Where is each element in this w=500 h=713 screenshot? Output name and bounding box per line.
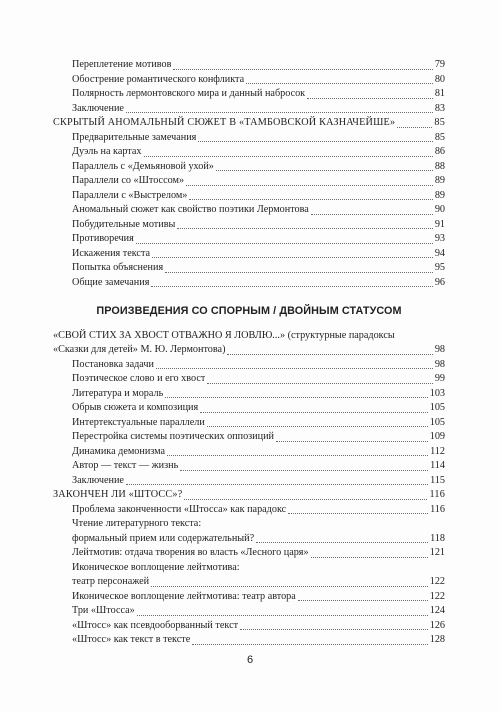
toc-entry[interactable] [53,247,445,262]
toc-entry[interactable] [53,145,445,160]
toc-entry-page: 79 [434,59,445,70]
toc-entry-title: Параллель с «Демьяновой ухой» [72,160,214,172]
dot-leader [137,615,428,616]
dot-leader [184,499,427,500]
toc-entry[interactable] [53,58,445,73]
toc-entry-title: Заключение [72,474,124,486]
toc-entry-title-line[interactable]: Чтение литературного текста: [72,518,202,529]
toc-entry-page: 109 [429,431,445,442]
toc-entry-title: Предварительные замечания [72,131,197,143]
toc-entry[interactable] [53,261,445,276]
toc-entry-page: 89 [434,189,445,201]
toc-entry[interactable] [53,619,445,634]
dot-leader [165,397,427,398]
toc-chapter-title-line[interactable]: «СВОЙ СТИХ ЗА ХВОСТ ОТВАЖНО Я ЛОВЛЮ...» (структурные парадоксы [53,329,395,341]
toc-entry-title: театр персонажей [72,576,150,587]
toc-entry-page: 94 [434,247,445,259]
toc-entry[interactable] [53,575,445,590]
toc-entry-title: Постановка задачи [72,358,154,370]
toc-entry[interactable] [53,87,445,102]
toc-entry-page: 98 [434,358,445,370]
toc-entry-page: 83 [434,102,445,114]
dot-leader [200,412,428,413]
toc-entry-page: 124 [429,605,445,616]
toc-entry-title: Автор — текст — жизнь [72,460,179,471]
toc-entry-page: 122 [429,590,445,602]
toc-entry-title: Параллели со «Штоссом» [72,175,185,186]
toc-entry[interactable] [53,604,445,619]
toc-chapter-entry[interactable] [53,343,445,358]
toc-entry-title: Литература и мораль [72,387,164,399]
section-heading: ПРОИЗВЕДЕНИЯ СО СПОРНЫМ / ДВОЙНЫМ СТАТУСОМ [96,305,402,317]
toc-entry-title: Дуэль на картах [72,146,142,157]
dot-leader [165,272,433,273]
toc-entry-title: Искажения текста [72,247,151,259]
toc-entry[interactable] [53,232,445,247]
toc-entry-page: 80 [434,73,445,85]
dot-leader [207,383,432,384]
toc-entry-title: «Штосс» как псевдооборванный текст [72,619,239,631]
dot-leader [177,228,432,229]
toc-entry[interactable] [53,401,445,416]
toc-entry[interactable] [53,189,445,204]
dot-leader [151,586,428,587]
toc-entry-page: 89 [434,175,445,186]
toc-entry[interactable] [53,459,445,474]
toc-entry[interactable] [53,430,445,445]
toc-entry-title: Противоречия [72,233,134,244]
toc-entry-page: 88 [434,160,445,172]
toc-entry-title: «Штосс» как текст в тексте [72,634,191,645]
toc-entry-page: 122 [429,576,445,587]
dot-leader [180,470,428,471]
dot-leader [152,257,433,258]
dot-leader [276,441,428,442]
toc-entry[interactable] [53,503,445,518]
toc-entry-title: Проблема законченности «Штосса» как парадокс [72,503,287,515]
toc-entry-page: 93 [434,233,445,244]
toc-entry-title-line[interactable]: Иконическое воплощение лейтмотива: [72,561,240,573]
toc-entry-title: Обострение романтического конфликта [72,73,245,85]
dot-leader [151,286,432,287]
toc-entry-title: формальный прием или содержательный? [72,532,255,544]
dot-leader [189,199,432,200]
toc-entry[interactable] [53,102,445,117]
dot-leader [173,69,432,70]
dot-leader [240,629,428,630]
toc-entry-title: Интертекстуальные параллели [72,416,205,428]
toc-entry-page: 95 [434,262,445,273]
toc-entry[interactable] [53,387,445,402]
toc-entry-title: Побудительные мотивы [72,218,176,230]
toc-entry-page: 126 [429,619,445,631]
dot-leader [126,112,433,113]
dot-leader [288,513,428,514]
toc-entry-title: Попытка объяснения [72,262,164,273]
toc-entry-title: Иконическое воплощение лейтмотива: театр автора [72,590,296,602]
dot-leader [167,455,428,456]
table-of-contents [53,58,445,648]
toc-entry-page: 114 [430,460,445,471]
dot-leader [126,484,428,485]
dot-leader [156,368,433,369]
toc-entry-page: 128 [429,634,445,645]
toc-entry-title: Полярность лермонтовского мира и данный набросок [72,88,306,99]
dot-leader [136,243,433,244]
toc-entry-page: 85 [434,117,445,128]
toc-entry-page: 90 [434,204,445,215]
dot-leader [246,83,433,84]
toc-entry-title: Перестройка системы поэтических оппозиций [72,431,274,442]
toc-entry-page: 98 [434,344,445,355]
toc-entry[interactable] [53,416,445,431]
toc-entry-title: Аномальный сюжет как свойство поэтики Лермонтова [72,204,309,215]
toc-entry-page: 115 [430,474,445,486]
toc-entry[interactable] [53,445,445,460]
toc-entry-page: 99 [434,373,445,384]
toc-chapter-title: ЗАКОНЧЕН ЛИ «ШТОСС»? [53,489,183,500]
dot-leader [198,141,432,142]
dot-leader [207,426,428,427]
dot-leader [144,156,433,157]
toc-entry-title: Заключение [72,102,124,114]
toc-entry-page: 105 [429,402,445,413]
toc-chapter-entry[interactable] [53,116,445,131]
toc-entry-page: 112 [430,445,445,457]
toc-entry[interactable] [53,358,445,373]
toc-entry[interactable] [53,474,445,489]
page-number: 6 [246,654,254,666]
toc-entry-page: 85 [434,131,445,143]
dot-leader [311,214,433,215]
toc-entry-page: 86 [434,146,445,157]
toc-entry[interactable] [53,203,445,218]
toc-entry[interactable] [53,218,445,233]
dot-leader [192,644,427,645]
toc-entry[interactable] [53,633,445,648]
dot-leader [311,557,428,558]
toc-entry-title: Динамика демонизма [72,445,166,457]
toc-chapter-entry[interactable] [53,488,445,503]
dot-leader [256,542,428,543]
toc-entry[interactable] [53,131,445,146]
toc-entry-page: 103 [429,387,445,399]
toc-entry[interactable] [53,372,445,387]
toc-entry-page: 96 [434,276,445,288]
toc-entry-page: 91 [434,218,445,230]
toc-entry-title: Три «Штосса» [72,605,135,616]
toc-entry-title: Поэтическое слово и его хвост [72,373,206,384]
toc-entry[interactable] [53,174,445,189]
dot-leader [397,127,432,128]
toc-entry[interactable] [53,73,445,88]
toc-entry-page: 116 [429,489,445,500]
toc-entry[interactable] [53,160,445,175]
toc-entry-page: 118 [430,532,445,544]
dot-leader [216,170,433,171]
toc-entry-title: Общие замечания [72,276,150,288]
toc-chapter-title: «Сказки для детей» М. Ю. Лермонтова) [53,344,226,355]
toc-entry[interactable] [53,590,445,605]
dot-leader [227,354,432,355]
toc-entry[interactable] [53,532,445,547]
toc-chapter-title: СКРЫТЫЙ АНОМАЛЬНЫЙ СЮЖЕТ В «ТАМБОВСКОЙ КАЗНАЧЕЙШЕ» [53,117,396,128]
toc-entry-page: 116 [430,503,445,515]
toc-entry-page: 105 [429,416,445,428]
toc-entry-title: Переплетение мотивов [72,59,172,70]
toc-entry-page: 121 [429,547,445,558]
toc-entry-title: Обрыв сюжета и композиция [72,402,199,413]
toc-entry-title: Лейтмотив: отдача творения во власть «Лесного царя» [72,547,309,558]
toc-entry[interactable] [53,276,445,291]
dot-leader [186,185,433,186]
dot-leader [298,600,428,601]
toc-entry-title: Параллели с «Выстрелом» [72,189,188,201]
toc-entry-page: 81 [434,88,445,99]
dot-leader [307,98,433,99]
toc-entry[interactable] [53,546,445,561]
